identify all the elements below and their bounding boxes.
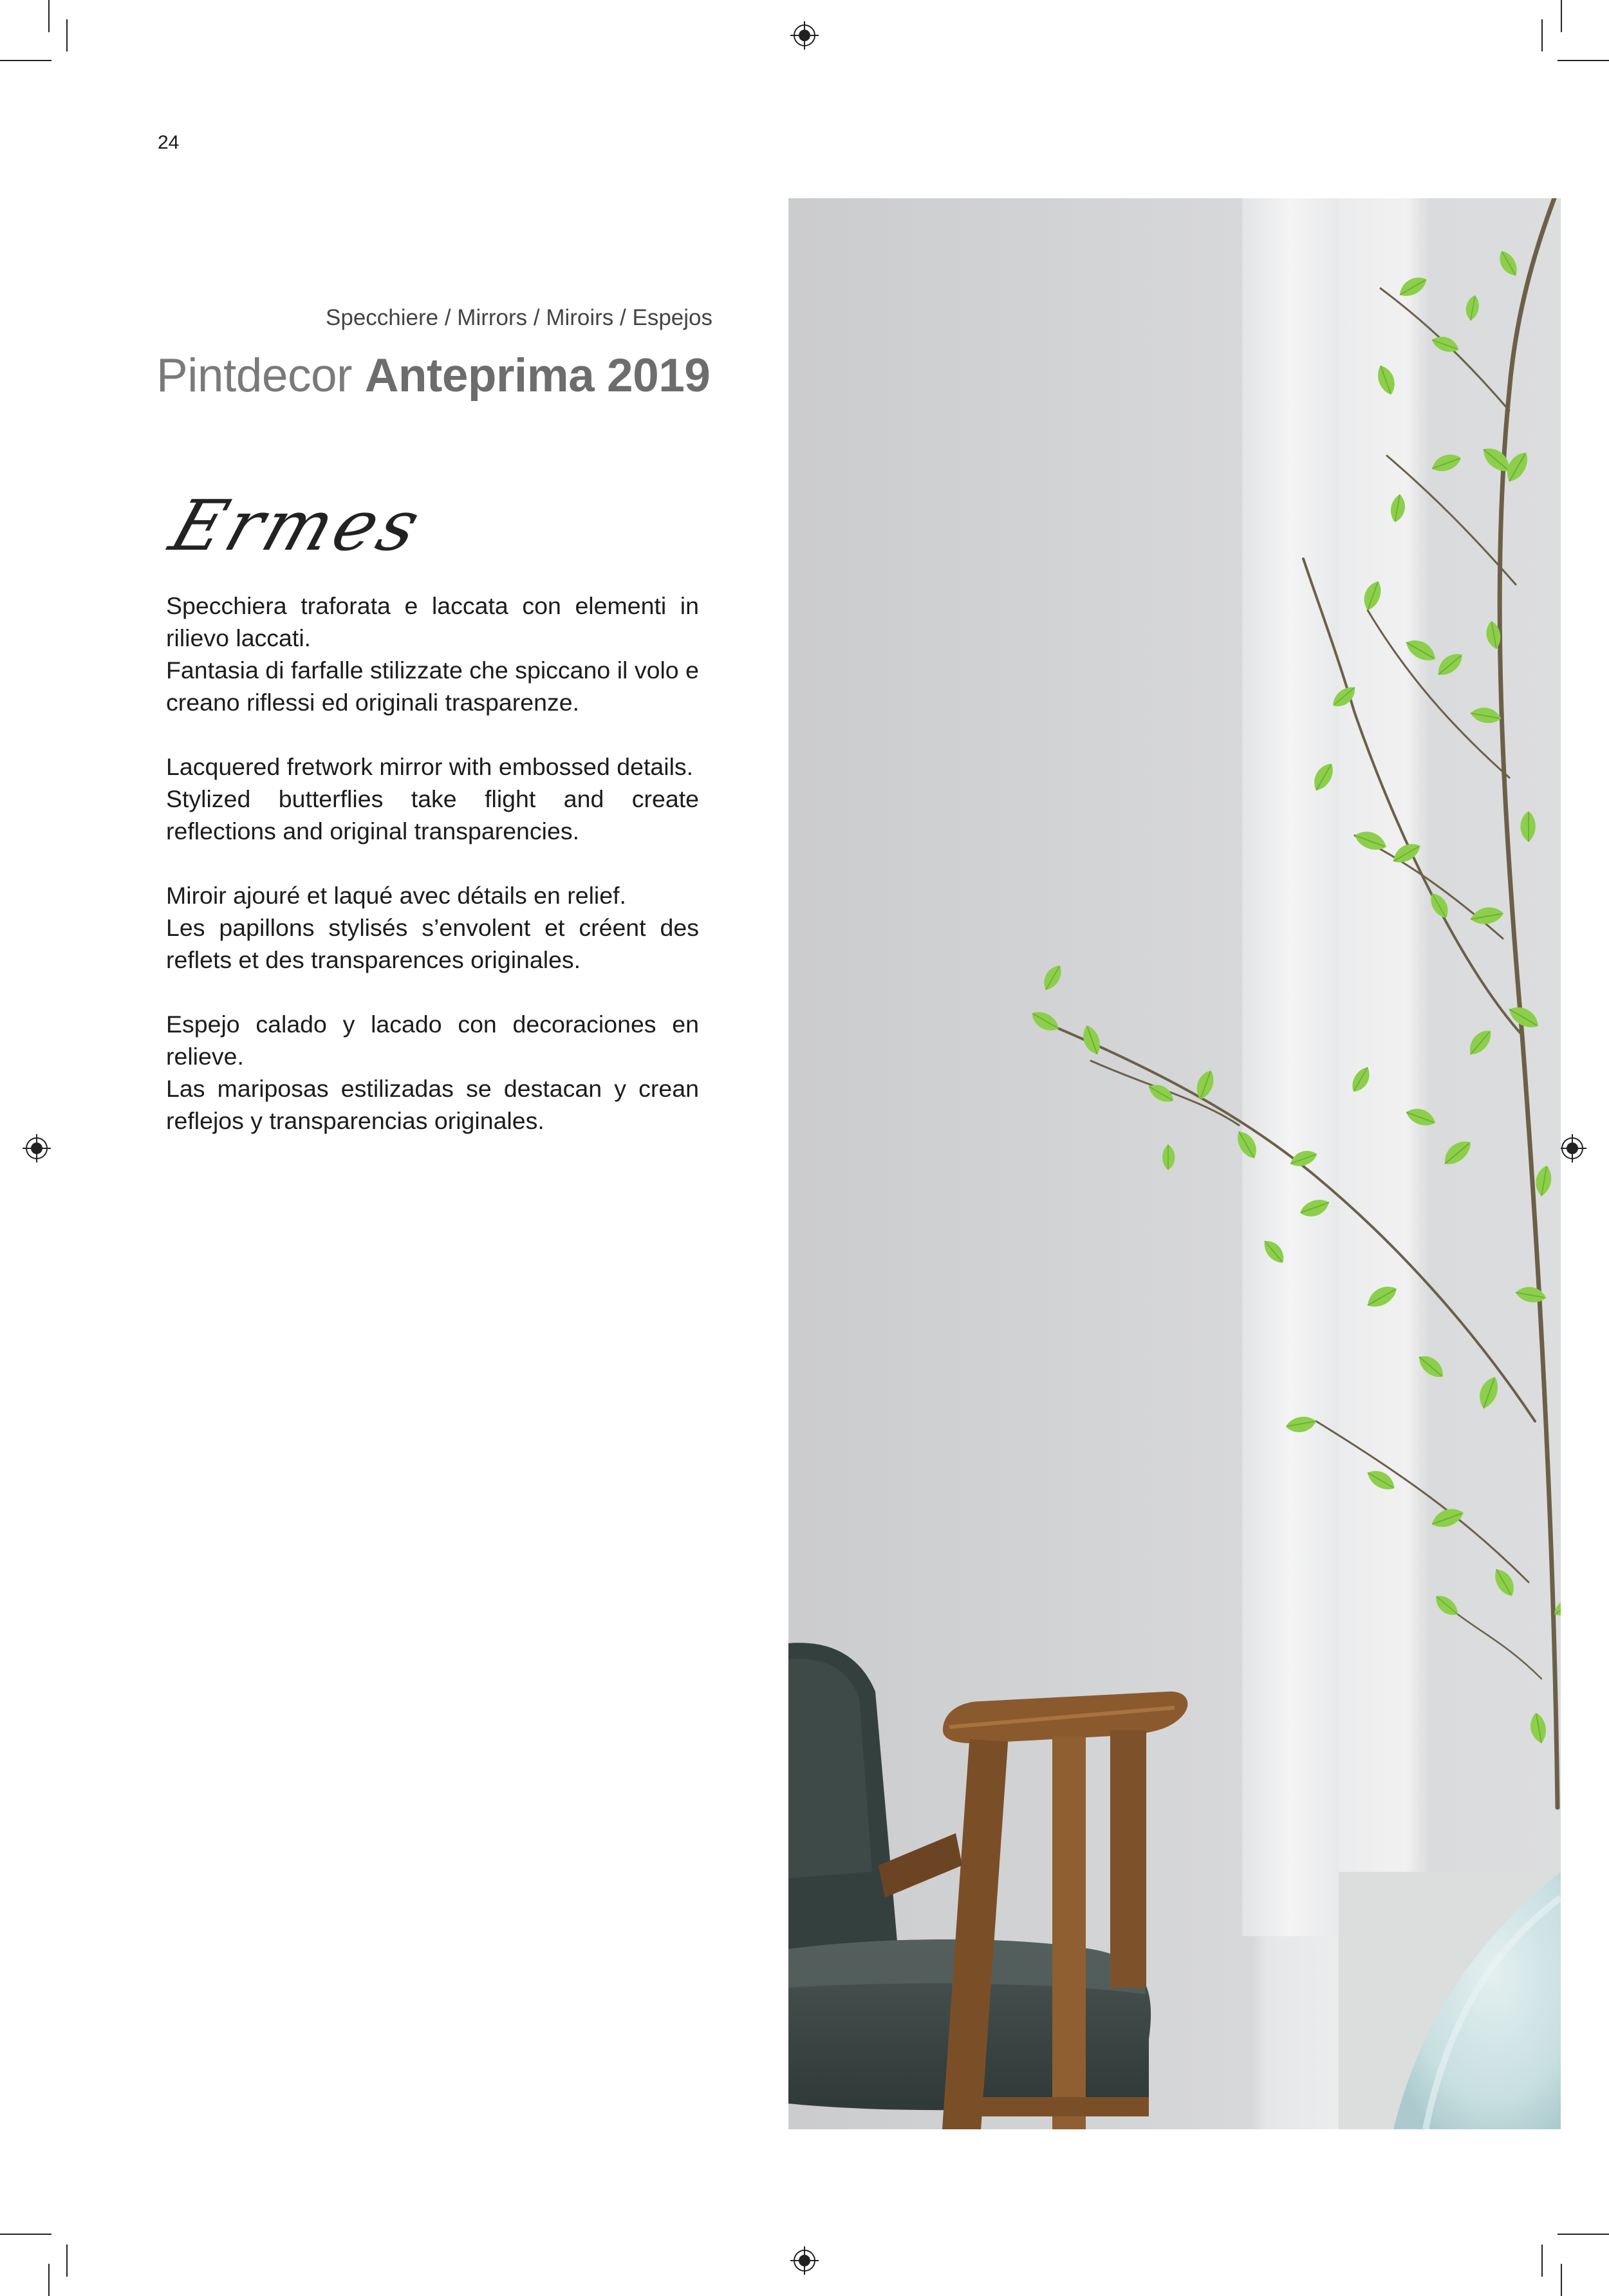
crop-mark xyxy=(48,2264,50,2296)
crop-mark xyxy=(0,2234,51,2235)
crop-mark xyxy=(0,60,51,61)
registration-mark-icon xyxy=(790,2246,819,2275)
crop-mark xyxy=(1558,2234,1609,2235)
page-title xyxy=(156,349,710,402)
product-photo xyxy=(788,198,1561,2129)
crop-mark xyxy=(48,0,50,32)
crop-mark xyxy=(1561,0,1562,32)
crop-mark xyxy=(66,2245,68,2277)
interior-scene xyxy=(788,198,1561,2129)
title-collection: Anteprima 2019 xyxy=(364,350,711,402)
description-line: Lacquered fretwork mirror with embossed details. xyxy=(166,753,694,780)
description-line: Les papillons stylisés s’envolent et créent des reflets et des transparences originales. xyxy=(166,914,699,973)
crop-mark xyxy=(1541,19,1543,51)
description-italian xyxy=(166,590,699,718)
product-name: Ermes xyxy=(161,486,433,566)
title-brand: Pintdecor xyxy=(156,350,352,402)
description-line: Las mariposas estilizadas se destacan y crean reflejos y transparencias originales. xyxy=(166,1075,699,1134)
product-description xyxy=(166,590,699,1169)
armchair xyxy=(788,1643,1187,2129)
crop-mark xyxy=(1561,2264,1562,2296)
crop-mark xyxy=(66,19,68,51)
description-english xyxy=(166,751,699,847)
description-line: Espejo calado y lacado con decoraciones en relieve. xyxy=(166,1011,699,1070)
registration-mark-icon xyxy=(23,1134,51,1162)
description-french xyxy=(166,879,699,976)
description-line: Fantasia di farfalle stilizzate che spiccano il volo e creano riflessi ed originali trasparenze. xyxy=(166,657,699,716)
crop-mark xyxy=(1541,2245,1543,2277)
crop-mark xyxy=(1558,60,1609,61)
description-line: Specchiera traforata e laccata con elementi in rilievo laccati. xyxy=(166,592,699,651)
description-line: Miroir ajouré et laqué avec détails en relief. xyxy=(166,882,626,909)
description-spanish xyxy=(166,1008,699,1137)
registration-mark-icon xyxy=(1558,1134,1586,1162)
page-number: 24 xyxy=(158,132,180,153)
registration-mark-icon xyxy=(790,21,819,50)
category-breadcrumb: Specchiere / Mirrors / Miroirs / Espejos xyxy=(326,305,712,330)
description-line: Stylized butterflies take flight and create reflections and original transparencies. xyxy=(166,785,699,845)
